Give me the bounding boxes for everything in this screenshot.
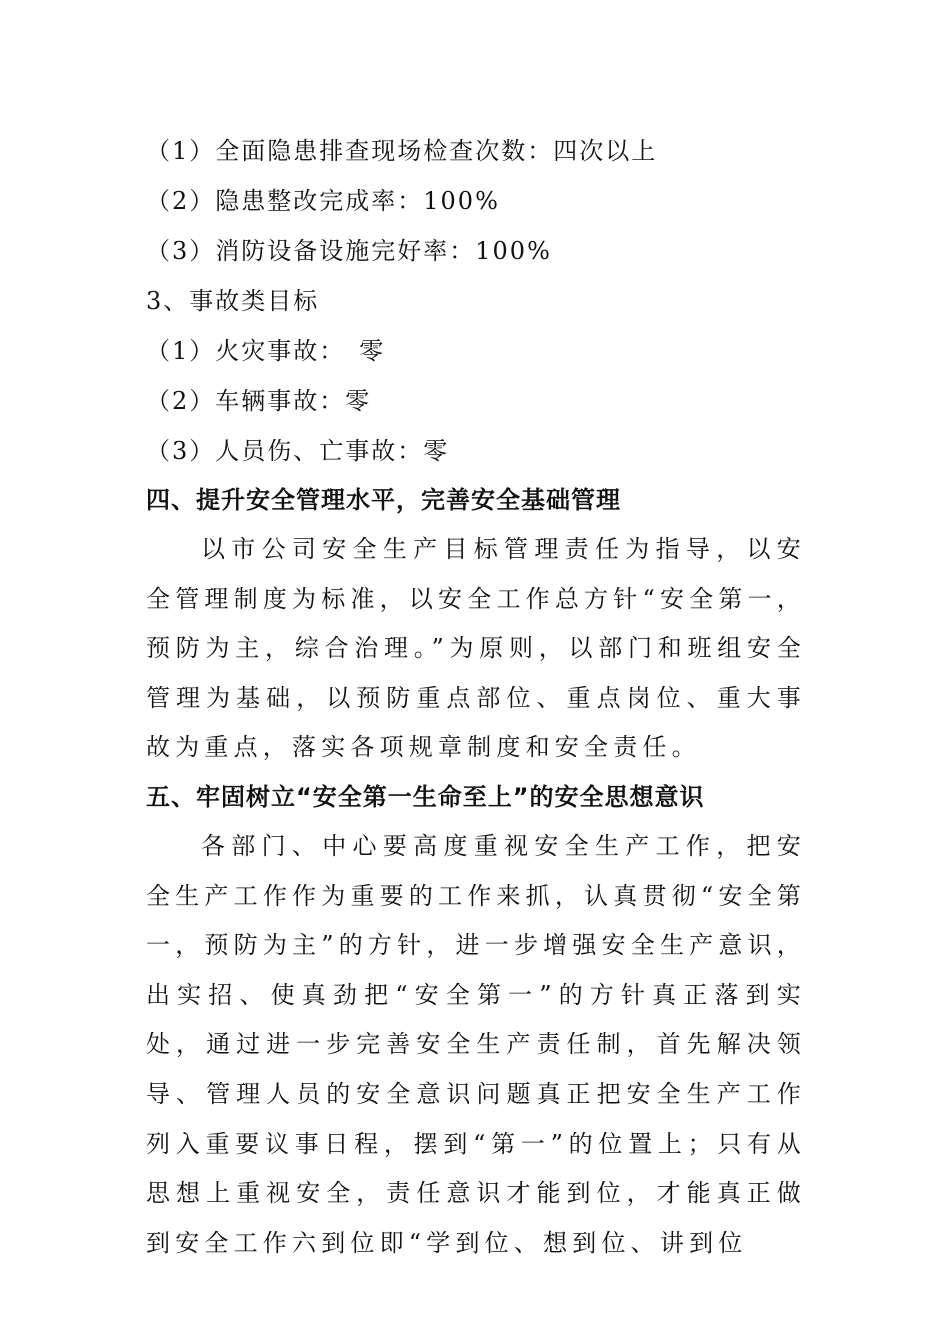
section-five-paragraph: 各部门、中心要高度重视安全生产工作，把安全生产工作作为重要的工作来抓，认真贯彻“安全第一，预防为主”的方针，进一步增强安全生产意识，出实招、使真劲把“安全第一”的方针真正落到实处，通过进一步完善安全生产责任制，首先解决领导、管理人员的安全意识问题真正把安全生产工作列入重要议事日程，摆到“第一”的位置上；只有从思想上重视安全，责任意识才能到位，才能真正做到安全工作六到位即“学到位、想到位、讲到位 <box>146 832 806 1257</box>
section-four-paragraph: 以市公司安全生产目标管理责任为指导，以安全管理制度为标准，以安全工作总方针“安全第一，预防为主，综合治理。”为原则，以部门和班组安全管理为基础，以预防重点部位、重点岗位、重大事故为重点，落实各项规章制度和安全责任。 <box>146 535 806 762</box>
vehicle-accident-item: （2）车辆事故：零 <box>146 387 372 415</box>
casualty-accident-item: （3）人员伤、亡事故：零 <box>146 437 450 465</box>
section-four-heading: 四、提升安全管理水平，完善安全基础管理 <box>146 486 621 514</box>
section-five-heading: 五、牢固树立“安全第一生命至上”的安全思想意识 <box>146 783 705 811</box>
fire-accident-item: （1）火灾事故： 零 <box>146 337 386 365</box>
rectification-rate-item: （2）隐患整改完成率：100% <box>146 187 500 215</box>
accident-goals-title: 3、事故类目标 <box>146 287 320 315</box>
inspection-count-item: （1）全面隐患排查现场检查次数：四次以上 <box>146 137 658 165</box>
fire-equipment-rate-item: （3）消防设备设施完好率：100% <box>146 237 552 265</box>
